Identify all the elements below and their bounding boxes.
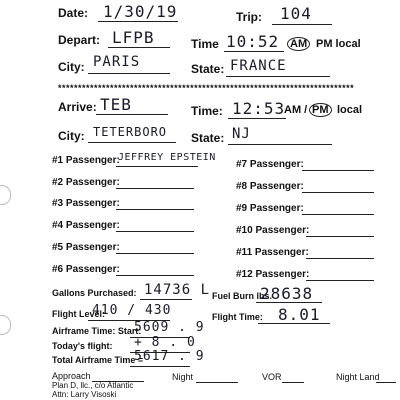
vor-label: VOR bbox=[262, 372, 282, 382]
arrive-time-value: 12:53 bbox=[232, 99, 286, 118]
depart-value: LFPB bbox=[112, 28, 155, 47]
fuel-burn-value: 28638 bbox=[260, 284, 314, 303]
trip-value: 104 bbox=[280, 4, 312, 23]
passenger-2-line bbox=[116, 188, 194, 189]
pm-indicator bbox=[309, 103, 332, 117]
pm-circled: PM bbox=[309, 103, 332, 117]
passenger-10-label: #10 Passenger: bbox=[236, 225, 310, 236]
gallons-line bbox=[140, 299, 192, 300]
passenger-11-line bbox=[306, 258, 374, 259]
date-label: Date: bbox=[58, 6, 89, 20]
passenger-3-line bbox=[116, 209, 194, 210]
flight-time-label: Flight Time: bbox=[212, 312, 263, 322]
vor-line bbox=[282, 382, 304, 383]
depart-state-value: FRANCE bbox=[230, 58, 287, 74]
passenger-12-line bbox=[306, 280, 374, 281]
arrive-time-line bbox=[228, 118, 286, 119]
fuel-burn-line bbox=[256, 302, 322, 303]
flight-time-line bbox=[258, 323, 330, 324]
footer-company: Plan D, llc., c/o Atlantic bbox=[52, 381, 134, 390]
arrive-label: Arrive: bbox=[58, 100, 97, 114]
fuel-burn-label: Fuel Burn lbs. bbox=[212, 291, 273, 301]
am-indicator bbox=[287, 37, 310, 51]
flight-level-value: 410 / 430 bbox=[92, 303, 172, 318]
separator-stars: ************************************************************************** bbox=[58, 83, 355, 93]
depart-city-line bbox=[88, 73, 170, 74]
arrive-state-label: State: bbox=[191, 131, 225, 145]
approach-label: Approach bbox=[52, 371, 91, 381]
airframe-start-value: 5609 . 9 bbox=[134, 320, 205, 335]
passenger-4-label: #4 Passenger: bbox=[52, 220, 120, 231]
airframe-start-label: Airframe Time: Start: bbox=[52, 326, 142, 336]
gallons-label: Gallons Purchased: bbox=[52, 288, 137, 298]
passenger-2-label: #2 Passenger: bbox=[52, 177, 120, 188]
arrive-state-value: NJ bbox=[232, 126, 251, 142]
passenger-6-line bbox=[116, 275, 194, 276]
binder-hole bbox=[0, 185, 11, 205]
total-airframe-line bbox=[130, 366, 190, 367]
passenger-9-label: #9 Passenger: bbox=[236, 203, 304, 214]
passenger-11-label: #11 Passenger: bbox=[236, 247, 309, 258]
date-line bbox=[98, 21, 178, 22]
passenger-3-label: #3 Passenger: bbox=[52, 198, 120, 209]
passenger-7-line bbox=[302, 170, 374, 171]
passenger-5-label: #5 Passenger: bbox=[52, 242, 120, 253]
passenger-4-line bbox=[116, 231, 194, 232]
passenger-10-line bbox=[306, 236, 374, 237]
pm-local-label: PM local bbox=[316, 38, 361, 50]
passenger-7-label: #7 Passenger: bbox=[236, 159, 304, 170]
arrive-state-line bbox=[228, 144, 332, 145]
trip-label: Trip: bbox=[236, 10, 262, 24]
arrive-city-label: City: bbox=[58, 129, 85, 143]
gallons-value: 14736 L bbox=[144, 282, 211, 298]
flight-level-label: Flight Level: bbox=[52, 309, 106, 319]
arrive-city-line bbox=[88, 142, 176, 143]
binder-hole bbox=[0, 315, 11, 335]
passenger-1-line bbox=[116, 166, 198, 167]
arrive-time-label: Time: bbox=[191, 104, 223, 118]
passenger-9-line bbox=[302, 214, 374, 215]
passenger-1-label: #1 Passenger: bbox=[52, 155, 120, 166]
footer-attn: Attn: Larry Visoski bbox=[52, 390, 117, 399]
flight-time-value: 8.01 bbox=[278, 305, 321, 324]
depart-city-label: City: bbox=[58, 60, 85, 74]
passenger-8-line bbox=[302, 192, 374, 193]
night-land-label: Night Land bbox=[336, 372, 380, 382]
time-label: Time bbox=[191, 37, 219, 51]
todays-flight-label: Today's flight: bbox=[52, 341, 113, 351]
passenger-1-value: JEFFREY EPSTEIN bbox=[118, 152, 216, 163]
arrive-city-value: TETERBORO bbox=[93, 125, 168, 139]
am-sep-label: AM / bbox=[284, 104, 308, 116]
depart-line bbox=[108, 47, 170, 48]
date-value: 1/30/19 bbox=[103, 2, 178, 21]
depart-city-value: PARIS bbox=[93, 54, 141, 70]
depart-state-line bbox=[226, 76, 330, 77]
depart-time-value: 10:52 bbox=[226, 32, 280, 51]
total-airframe-value: 5617 . 9 bbox=[134, 349, 205, 364]
local-label: local bbox=[337, 104, 363, 116]
night-line bbox=[196, 382, 238, 383]
am-circled: AM bbox=[287, 37, 310, 51]
arrive-line bbox=[96, 114, 168, 115]
passenger-6-label: #6 Passenger: bbox=[52, 264, 120, 275]
passenger-12-label: #12 Passenger: bbox=[236, 269, 310, 280]
night-label: Night bbox=[172, 372, 194, 382]
trip-line bbox=[272, 24, 332, 25]
depart-state-label: State: bbox=[191, 62, 225, 76]
passenger-5-line bbox=[116, 253, 194, 254]
night-land-line bbox=[376, 382, 396, 383]
passenger-8-label: #8 Passenger: bbox=[236, 181, 304, 192]
arrive-value: TEB bbox=[100, 95, 132, 114]
depart-time-line bbox=[224, 51, 284, 52]
todays-flight-value: + 8 . 0 bbox=[134, 335, 196, 350]
total-airframe-label: Total Airframe Time = bbox=[52, 355, 144, 365]
depart-label: Depart: bbox=[58, 33, 101, 47]
